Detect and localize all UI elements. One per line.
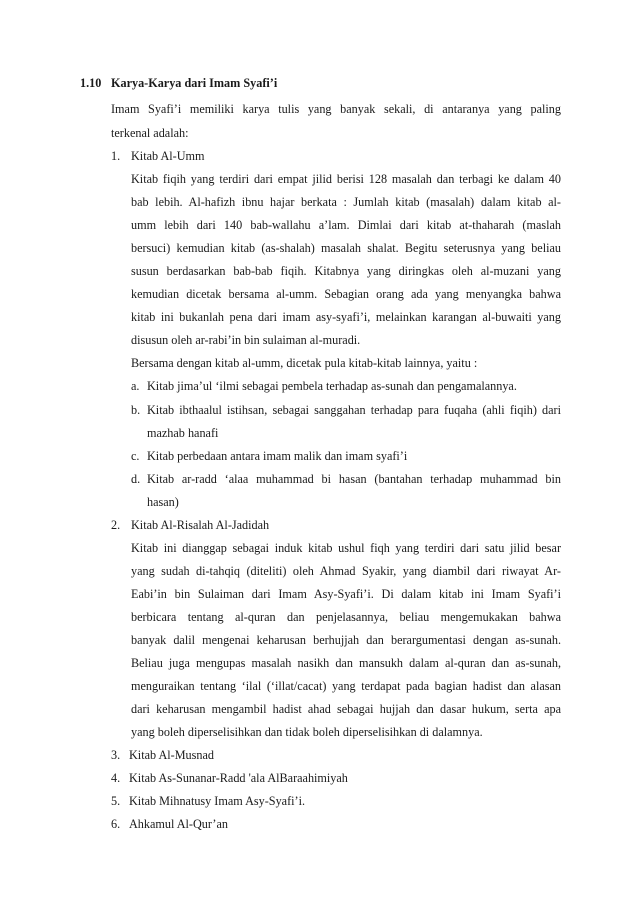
- subitem-line: Kitab jima’ul ‘ilmi sebagai pembela terhadap as-sunah dan pengamalannya.: [147, 379, 517, 393]
- paragraph-line: Eabi’in bin Sulaiman dari Imam Asy-Syafi’i. Di dalam kitab ini Imam Syafi’i: [131, 587, 561, 601]
- list-item-title: Kitab Mihnatusy Imam Asy-Syafi’i.: [129, 794, 306, 808]
- paragraph-line: bersuci) kemudian kitab (as-shalah) masalah shalat. Begitu seterusnya yang beliau: [131, 241, 561, 255]
- paragraph-line: bab lebih. Al-hafizh ibnu hajar berkata : Jumlah kitab (masalah) dalam kitab al-: [131, 195, 561, 209]
- list-item-title: Kitab Al-Musnad: [129, 748, 214, 762]
- subitem-line: Kitab ar-radd ‘alaa muhammad bi hasan (bantahan terhadap muhammad bin: [147, 472, 561, 486]
- list-item-title: Kitab Al-Umm: [131, 149, 205, 163]
- list-item-number: 6.: [111, 817, 121, 831]
- paragraph-line: menguraikan tentang ‘ilal (‘illat/cacat) yang terdapat pada bagian hadist dan alasan: [131, 679, 561, 693]
- list-item-number: 4.: [111, 771, 121, 785]
- subitem-letter: b.: [131, 403, 141, 417]
- paragraph-line: yang boleh diperselisihkan dan tidak boleh diperselisihkan di dalamnya.: [131, 725, 483, 739]
- paragraph-line: Beliau juga mengupas masalah nasikh dan mansukh dalam al-quran dan as-sunah,: [131, 656, 561, 670]
- paragraph-line: Kitab ini dianggap sebagai induk kitab ushul fiqh yang terdiri dari satu jilid besar: [131, 541, 561, 555]
- paragraph-line: susun berdasarkan bab-bab fiqih. Kitabnya yang diringkas oleh al-muzani yang: [131, 264, 561, 278]
- intro-line: Imam Syafi’i memiliki karya tulis yang banyak sekali, di antaranya yang paling: [111, 102, 561, 116]
- subitem-letter: c.: [131, 449, 140, 463]
- list-item-title: Kitab Al-Risalah Al-Jadidah: [131, 518, 270, 532]
- subitem-line: Kitab perbedaan antara imam malik dan imam syafi’i: [147, 449, 408, 463]
- paragraph-line: umm lebih dari 140 bab-wallahu a’lam. Dimlai dari kitab at-thaharah (maslah: [131, 218, 561, 232]
- subitem-letter: a.: [131, 379, 140, 393]
- paragraph-line: yang sudah di-tahqiq (diteliti) oleh Ahmad Syakir, yang diambil dari riwayat Ar-: [131, 564, 561, 578]
- subitem-line: Kitab ibthaalul istihsan, sebagai sanggahan terhadap para fuqaha (ahli fiqih) dari: [147, 403, 561, 417]
- section-title: Karya-Karya dari Imam Syafi’i: [111, 76, 278, 90]
- subitem-letter: d.: [131, 472, 141, 486]
- list-item-number: 2.: [111, 518, 121, 532]
- paragraph-line: banyak dalil mengenai keharusan berhujjah dan berargumentasi dengan as-sunah.: [131, 633, 561, 647]
- paragraph-line: kemudian dicetak bersama al-umm. Sebagian orang ada yang menyangka bahwa: [131, 287, 561, 301]
- also-printed-line: Bersama dengan kitab al-umm, dicetak pula kitab-kitab lainnya, yaitu :: [131, 356, 478, 370]
- paragraph-line: kitab ini bukanlah pena dari imam asy-syafi’i, melainkan karangan al-buwaiti yang: [131, 310, 561, 324]
- list-item-number: 5.: [111, 794, 121, 808]
- paragraph-line: disusun oleh ar-rabi’in bin sulaiman al-muradi.: [131, 333, 361, 347]
- intro-line: terkenal adalah:: [111, 126, 189, 140]
- section-number: 1.10: [80, 76, 102, 90]
- list-item-number: 1.: [111, 149, 121, 163]
- list-item-title: Kitab As-Sunanar-Radd 'ala AlBaraahimiyah: [129, 771, 348, 785]
- paragraph-line: berbicara tentang al-quran dan penjelasannya, beliau mengemukakan bahwa: [131, 610, 561, 624]
- subitem-line: hasan): [147, 495, 179, 509]
- subitem-line: mazhab hanafi: [147, 426, 219, 440]
- paragraph-line: Kitab fiqih yang terdiri dari empat jilid berisi 128 masalah dan terbagi ke dalam 40: [131, 172, 561, 186]
- paragraph-line: dari keharusan mengambil hadist ahad sebagai hujjah dan dasar hukum, serta apa: [131, 702, 561, 716]
- list-item-title: Ahkamul Al-Qur’an: [129, 817, 228, 831]
- list-item-number: 3.: [111, 748, 121, 762]
